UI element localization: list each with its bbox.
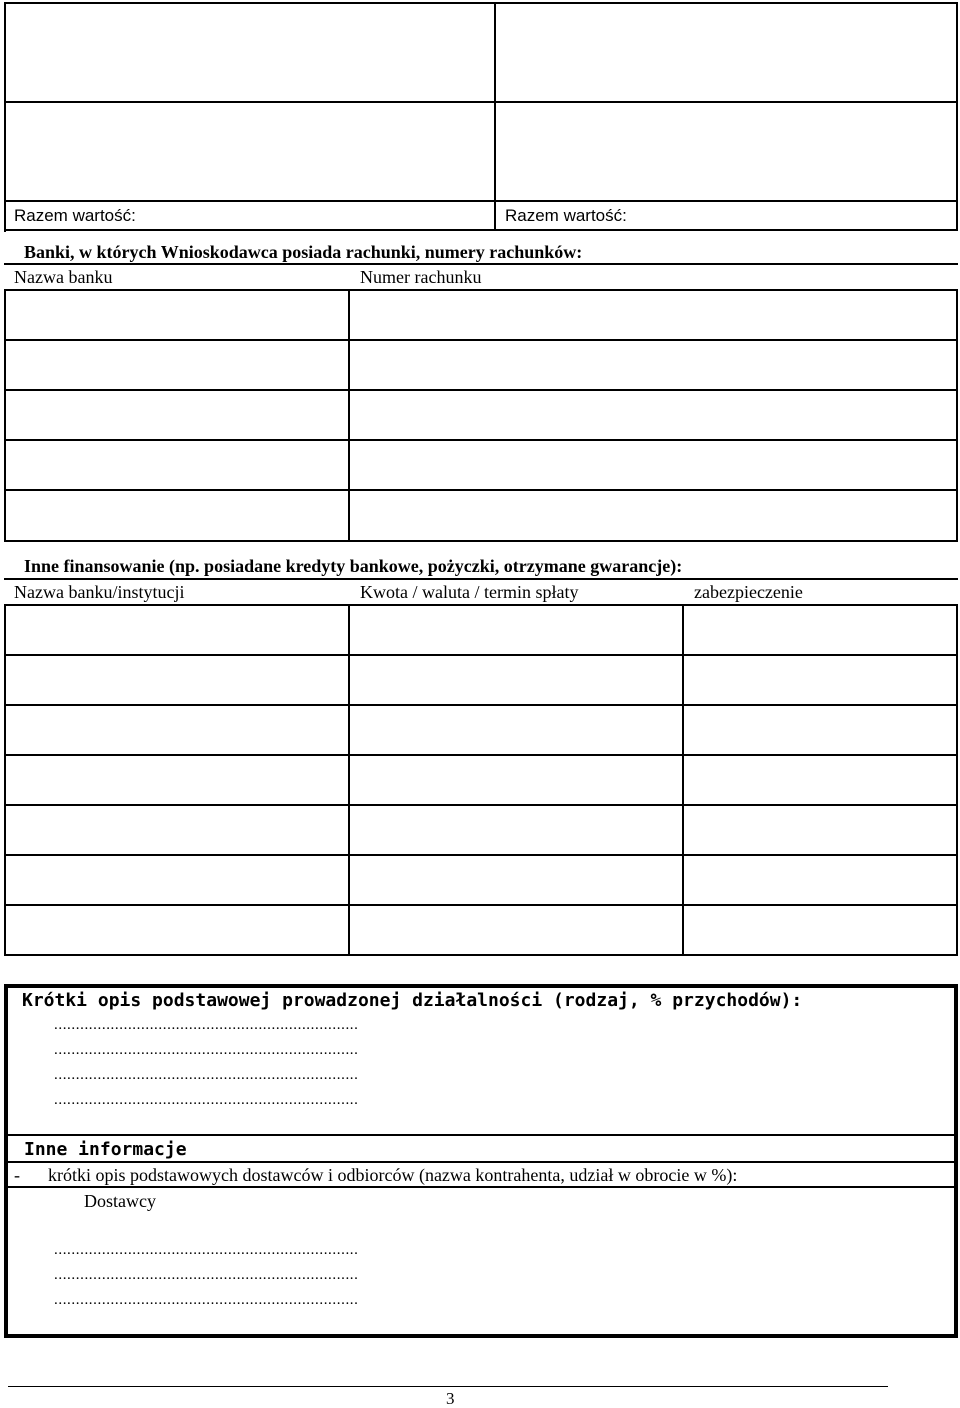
- column-amount-currency-term: Kwota / waluta / termin spłaty: [360, 582, 579, 602]
- divider: [8, 1186, 954, 1188]
- other-info-heading: Inne informacje: [24, 1139, 187, 1160]
- activity-heading: Krótki opis podstawowej prowadzonej działalności (rodzaj, % przychodów):: [22, 990, 803, 1011]
- divider: [8, 1161, 954, 1163]
- suppliers-dot-line: ......................................................................: [54, 1292, 359, 1308]
- footer-rule: [8, 1386, 888, 1387]
- left-total-label: Razem wartość:: [14, 206, 136, 225]
- bank-accounts-heading: Banki, w których Wnioskodawca posiada rachunki, numery rachunków:: [24, 242, 583, 262]
- other-financing-heading: Inne finansowanie (np. posiadane kredyty bankowe, pożyczki, otrzymane gwarancje):: [24, 556, 683, 576]
- activity-dot-line: ......................................................................: [54, 1017, 359, 1033]
- bullet-dash: -: [14, 1165, 20, 1185]
- suppliers-label: Dostawcy: [84, 1191, 156, 1211]
- suppliers-dot-line: ......................................................................: [54, 1267, 359, 1283]
- activity-dot-line: ......................................................................: [54, 1042, 359, 1058]
- column-account-number: Numer rachunku: [360, 267, 482, 287]
- right-total-label: Razem wartość:: [505, 206, 627, 225]
- column-collateral: zabezpieczenie: [694, 582, 803, 602]
- activity-dot-line: ......................................................................: [54, 1067, 359, 1083]
- page-number: 3: [446, 1389, 455, 1408]
- suppliers-dot-line: ......................................................................: [54, 1242, 359, 1258]
- divider: [8, 1134, 954, 1136]
- column-institution-name: Nazwa banku/instytucji: [14, 582, 185, 602]
- activity-dot-line: ......................................................................: [54, 1092, 359, 1108]
- column-bank-name: Nazwa banku: [14, 267, 113, 287]
- suppliers-customers-item: krótki opis podstawowych dostawców i odbiorców (nazwa kontrahenta, udział w obrocie w %):: [48, 1165, 738, 1185]
